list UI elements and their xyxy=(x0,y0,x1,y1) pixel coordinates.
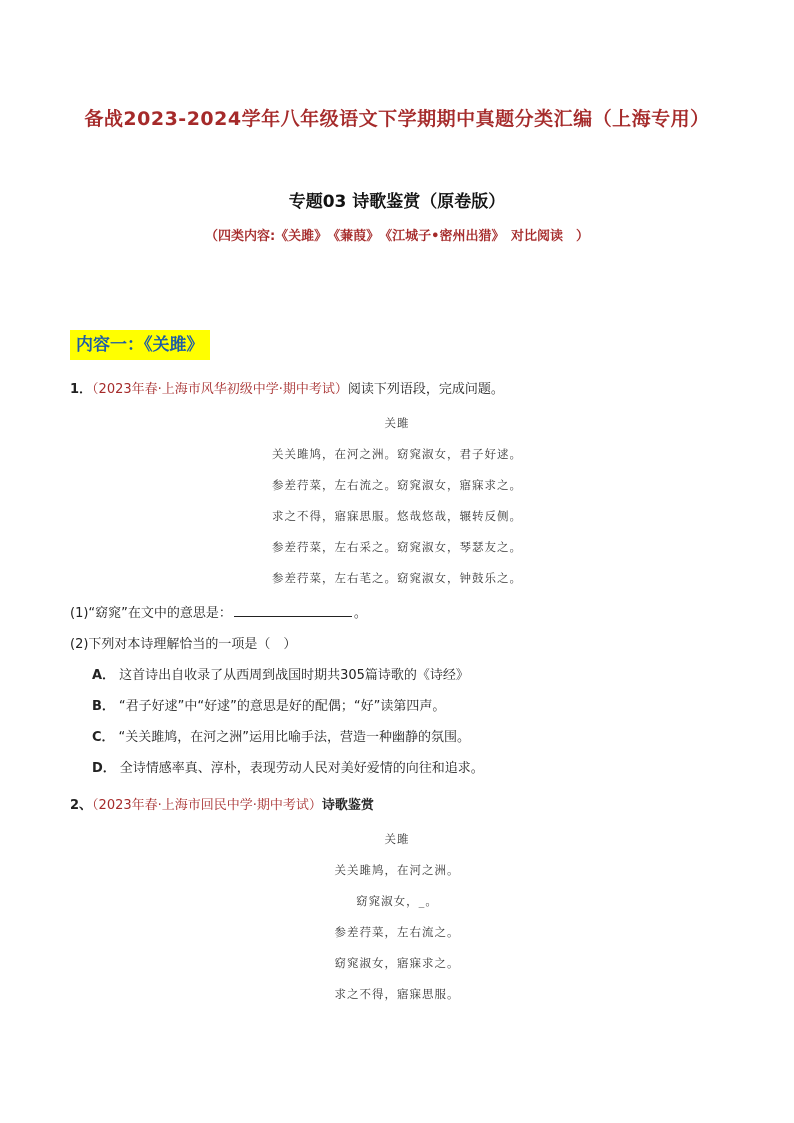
poem-line: 参差荇菜，左右采之。窈窕淑女，琴瑟友之。 xyxy=(272,540,522,554)
main-title: 备战2023-2024学年八年级语文下学期期中真题分类汇编（上海专用） xyxy=(84,108,710,130)
section-heading-guanju: 内容一：《关雎》 xyxy=(70,330,210,360)
poem-line: 关关雎鸠，在河之洲。 xyxy=(334,863,460,877)
poem-line: 窈窕淑女，寤寐求之。 xyxy=(334,956,460,970)
question-source: （2023年春·上海市回民中学·期中考试） xyxy=(92,798,322,813)
poem-line: 求之不得，寤寐思服。 xyxy=(334,987,460,1001)
option-letter: D． xyxy=(92,761,116,776)
option-letter: B． xyxy=(92,699,115,714)
option-letter: C． xyxy=(92,730,115,745)
question-1-header xyxy=(70,378,504,397)
question-number: 1． xyxy=(70,382,93,397)
option-d[interactable] xyxy=(92,757,484,776)
option-letter: A． xyxy=(92,668,116,683)
option-text: “关关雎鸠，在河之洲”运用比喻手法，营造一种幽静的氛围。 xyxy=(118,730,471,745)
option-a[interactable] xyxy=(92,664,469,683)
option-text: 全诗情感率真、淳朴，表现劳动人民对美好爱情的向往和追求。 xyxy=(119,761,484,776)
option-text: “君子好逑”中“好逑”的意思是好的配偶；“好”读第四声。 xyxy=(118,699,446,714)
sub-question-1 xyxy=(70,602,367,621)
sub-question-2: (2)下列对本诗理解恰当的一项是（ ） xyxy=(70,637,297,652)
poem-title: 关雎 xyxy=(384,832,410,846)
poem-line: 窈窕淑女，_。 xyxy=(356,894,438,908)
question-source: （2023年春·上海市风华初级中学·期中考试） xyxy=(92,382,348,397)
question-instruction: 阅读下列语段，完成问题。 xyxy=(347,382,504,397)
poem-line: 参差荇菜，左右芼之。窈窕淑女，钟鼓乐之。 xyxy=(272,571,522,585)
poem-line: 求之不得，寤寐思服。悠哉悠哉，辗转反侧。 xyxy=(272,509,522,523)
poem-title: 关雎 xyxy=(384,416,410,430)
answer-blank[interactable] xyxy=(234,604,352,617)
option-c[interactable] xyxy=(92,726,470,745)
content-types-line: （四类内容:《关雎》 《蒹葭》 《江城子•密州出猎》 对比阅读 ） xyxy=(204,229,589,244)
option-text: 这首诗出自收录了从西周到战国时期共305篇诗歌的《诗经》 xyxy=(119,668,469,683)
question-2-header xyxy=(70,794,374,813)
sub-question-1-end: 。 xyxy=(353,606,367,621)
question-instruction: 诗歌鉴赏 xyxy=(321,798,374,813)
question-number: 2、 xyxy=(70,798,93,813)
poem-line: 参差荇菜，左右流之。 xyxy=(334,925,460,939)
sub-question-1-prompt: (1)“窈窕”在文中的意思是： xyxy=(70,606,232,621)
poem-line: 参差荇菜，左右流之。窈窕淑女，寤寐求之。 xyxy=(272,478,522,492)
option-b[interactable] xyxy=(92,695,445,714)
poem-line: 关关雎鸠，在河之洲。窈窕淑女，君子好逑。 xyxy=(272,447,522,461)
document-subtitle: 专题03 诗歌鉴赏（原卷版） xyxy=(288,192,506,212)
